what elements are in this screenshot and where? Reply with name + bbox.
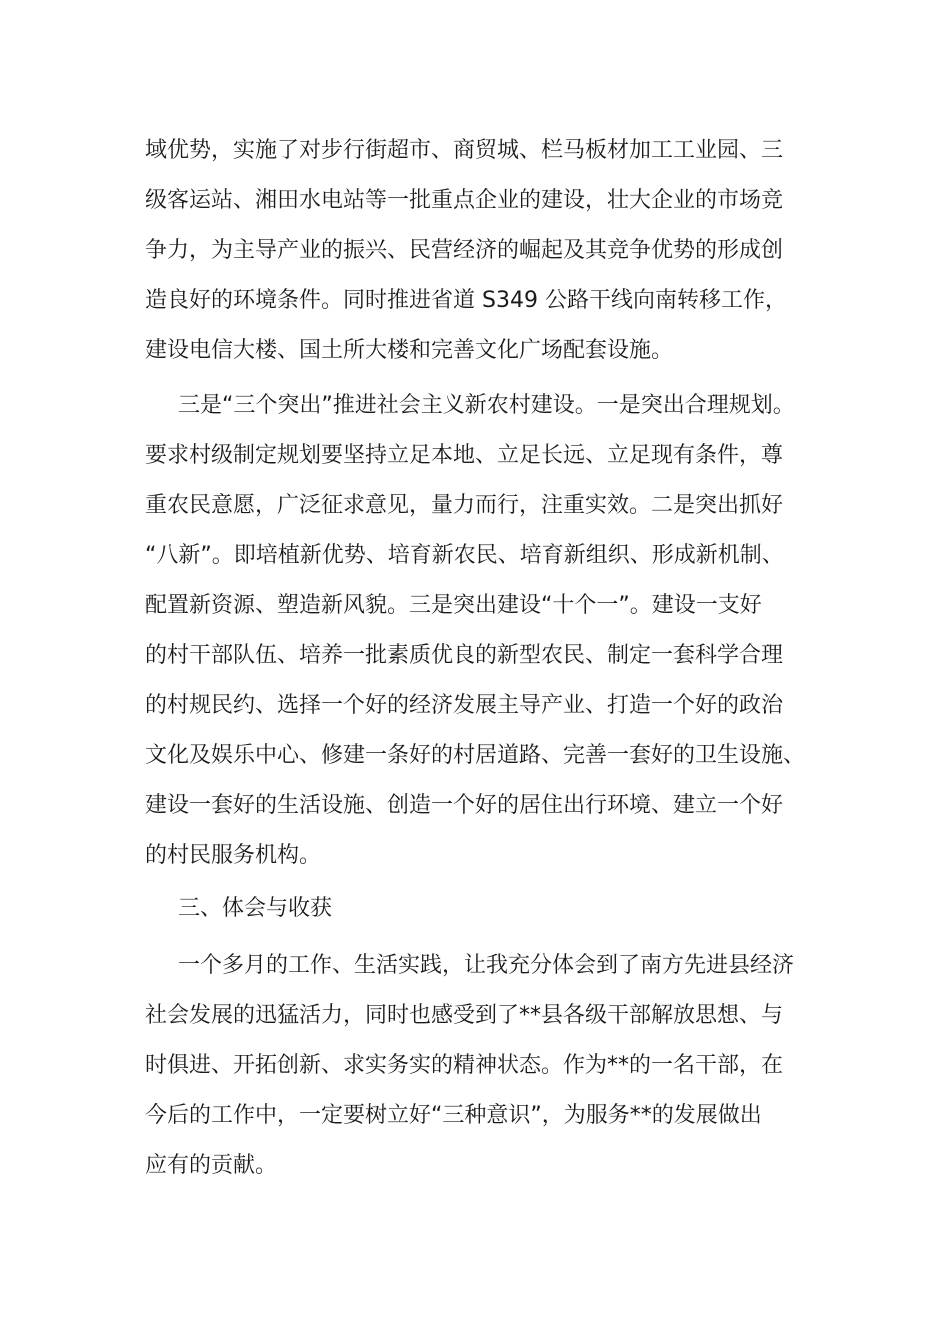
paragraph-1-line-4: 造良好的环境条件。同时推进省道 S349 公路干线向南转移工作， <box>145 288 787 313</box>
paragraph-4-line-5: 应有的贡献。 <box>145 1153 278 1178</box>
paragraph-1-line-5: 建设电信大楼、国土所大楼和完善文化广场配套设施。 <box>145 338 674 363</box>
paragraph-4 <box>145 941 825 1191</box>
paragraph-4-line-3: 时俱进、开拓创新、求实务实的精神状态。作为**的一名干部，在 <box>145 1053 784 1078</box>
paragraph-2-line-9: 建设一套好的生活设施、创造一个好的居住出行环境、建立一个好 <box>145 793 784 818</box>
section-heading <box>145 884 825 934</box>
paragraph-2-line-4: “八新”。即培植新优势、培育新农民、培育新组织、形成新机制、 <box>145 543 784 568</box>
paragraph-4-line-1: 一个多月的工作、生活实践，让我充分体会到了南方先进县经济 <box>178 953 795 978</box>
paragraph-4-line-2: 社会发展的迅猛活力，同时也感受到了**县各级干部解放思想、与 <box>145 1003 784 1028</box>
paragraph-1-line-1: 域优势，实施了对步行街超市、商贸城、栏马板材加工工业园、三 <box>145 138 784 163</box>
section-heading-text: 三、体会与收获 <box>178 896 333 921</box>
paragraph-2-line-6: 的村干部队伍、培养一批素质优良的新型农民、制定一套科学合理 <box>145 643 784 668</box>
paragraph-2 <box>145 381 825 881</box>
paragraph-1-line-2: 级客运站、湘田水电站等一批重点企业的建设，壮大企业的市场竞 <box>145 188 784 213</box>
paragraph-2-line-3: 重农民意愿，广泛征求意见，量力而行，注重实效。二是突出抓好 <box>145 493 784 518</box>
paragraph-2-line-7: 的村规民约、选择一个好的经济发展主导产业、打造一个好的政治 <box>145 693 784 718</box>
paragraph-2-line-1: 三是“三个突出”推进社会主义新农村建设。一是突出合理规划。 <box>178 393 795 418</box>
paragraph-1 <box>145 126 825 376</box>
paragraph-4-line-4: 今后的工作中，一定要树立好“三种意识”，为服务**的发展做出 <box>145 1103 762 1128</box>
paragraph-2-line-8: 文化及娱乐中心、修建一条好的村居道路、完善一套好的卫生设施、 <box>145 743 806 768</box>
paragraph-2-line-2: 要求村级制定规划要坚持立足本地、立足长远、立足现有条件，尊 <box>145 443 784 468</box>
paragraph-1-line-3: 争力，为主导产业的振兴、民营经济的崛起及其竞争优势的形成创 <box>145 238 784 263</box>
paragraph-2-line-5: 配置新资源、塑造新风貌。三是突出建设“十个一”。建设一支好 <box>145 593 762 618</box>
paragraph-2-line-10: 的村民服务机构。 <box>145 843 322 868</box>
